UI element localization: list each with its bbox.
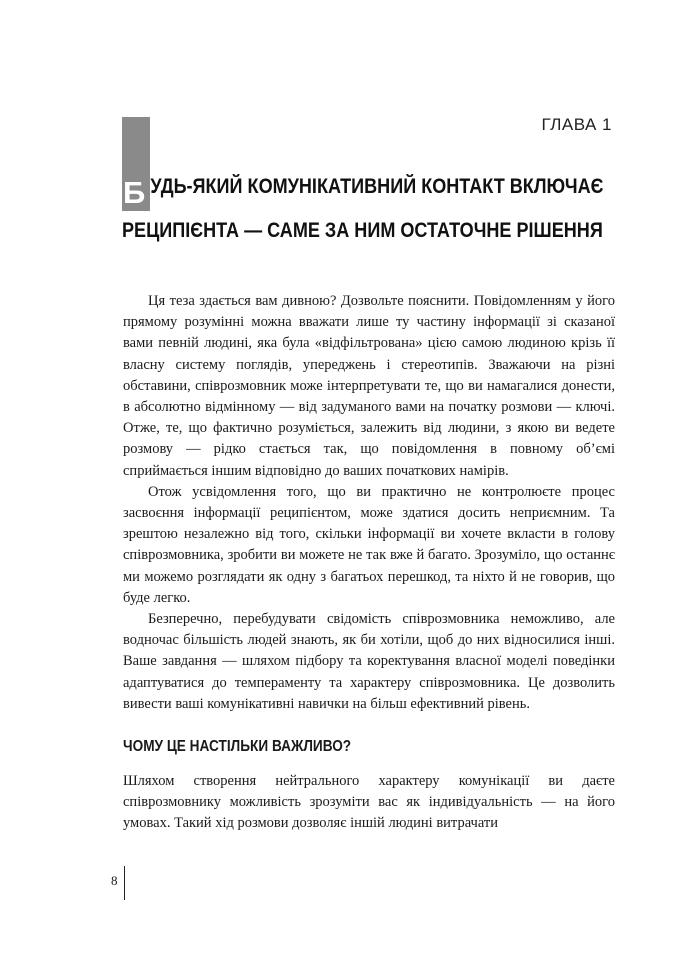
paragraph-3: Безперечно, перебудувати свідомість співрозмовника неможливо, але водночас більшість людей знають, як би хотіли, щоб до них відносилися інші. Ваше завдання — шляхом підбору та коректування власної моделі поведінки адаптуватися до темпераменту та характеру співрозмовника. Це дозволить вивести ваші комунікативні навички на більш ефективний рівень. <box>123 611 615 712</box>
chapter-title-line-2: РЕЦИПІЄНТА — САМЕ ЗА НИМ ОСТАТОЧНЕ РІШЕННЯ <box>122 219 603 242</box>
chapter-title <box>122 165 604 253</box>
section-body <box>123 771 615 835</box>
page-number: 8 <box>111 873 118 888</box>
paragraph-1: Ця теза здається вам дивною? Дозвольте пояснити. Повідомленням у його прямому розумінні можна вважати лише ту частину інформації зі сказаної вами певній людині, яка була «відфільтрована» цією самою людиною крізь її власну систему поглядів, упереджень і стереотипів. Зважаючи на різні обставини, співрозмовник може інтерпретувати те, що ви намагалися донести, в абсолютно відмінному — від задуманого вами на початку розмови — ключі. Отже, те, що фактично розуміється, залежить від людини, з якою ви ведете розмову — рідко стається так, що повідомлення в повному об’ємі сприймається іншим відповідно до ваших початкових намірів. <box>123 293 615 479</box>
page-number-rule <box>124 866 125 900</box>
dropcap-letter: Б <box>123 175 146 210</box>
body-text <box>123 291 615 715</box>
section-paragraph: Шляхом створення нейтрального характеру комунікації ви даєте співрозмовнику можливість зрозуміти вас як індивідуальність — на його умовах. Такий хід розмови дозволяє іншій людині витрачати <box>123 773 615 832</box>
section-heading: ЧОМУ ЦЕ НАСТІЛЬКИ ВАЖЛИВО? <box>123 738 352 755</box>
chapter-label: ГЛАВА 1 <box>541 115 612 134</box>
paragraph-2: Отож усвідомлення того, що ви практично не контролюєте процес засвоєння інформації реципієнтом, може здатися досить неприємним. Та зрештою незалежно від того, скільки інформації ви хочете вкласти в голову співрозмовника, зробити ви можете не так вже й багато. Зрозуміло, що останнє ми можемо розглядати як одну з багатьох перешкод, та ніхто й не говорив, що буде легко. <box>123 483 615 606</box>
chapter-title-line-1: УДЬ-ЯКИЙ КОМУНІКАТИВНИЙ КОНТАКТ ВКЛЮЧАЄ <box>150 175 604 198</box>
